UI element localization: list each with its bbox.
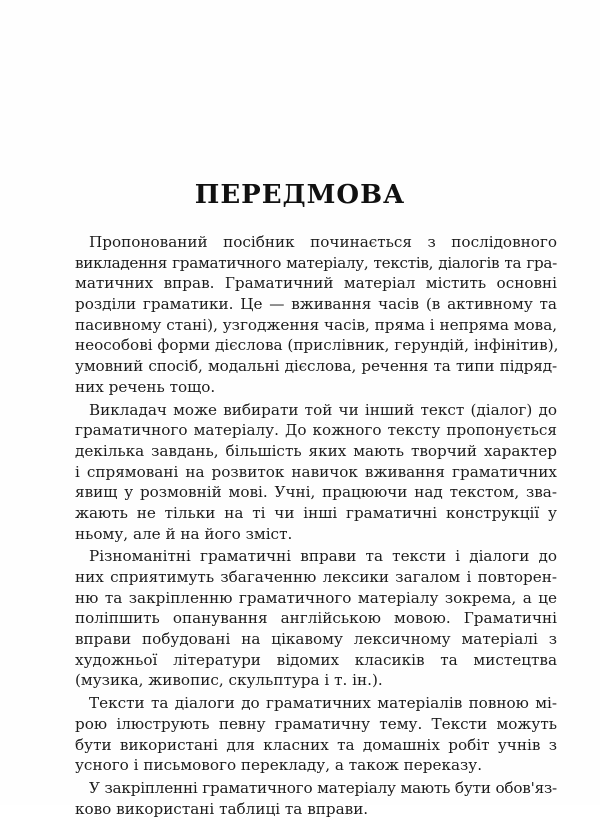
paragraph-line: матичних вправ. Граматичний матеріал містить основні [75, 274, 557, 293]
paragraph-4 [75, 693, 557, 776]
paragraph-line: ню та закріпленню граматичного матеріалу зокрема, а це [75, 588, 557, 607]
paragraph-line: У закріпленні граматичного матеріалу мають бути обов'яз- [89, 778, 557, 797]
paragraph-line: явищ у розмовній мові. Учні, працюючи над текстом, зва- [75, 483, 557, 502]
paragraph-line: Різноманітні граматичні вправи та тексти і діалоги до [89, 547, 557, 566]
paragraph-line: бути використані для класних та домашніх робіт учнів з [75, 735, 557, 754]
paragraph-line: них сприятимуть збагаченню лексики загалом і повторен- [75, 568, 557, 586]
paragraph-line: Викладач може вибирати той чи інший текст (діалог) до [89, 400, 557, 419]
paragraph-line: декілька завдань, більшість яких мають творчий характер [75, 441, 557, 460]
paragraph-line: умовний спосіб, модальні дієслова, речення та типи підряд- [75, 357, 557, 376]
paragraph-1 [75, 232, 557, 398]
paragraph-3 [75, 546, 557, 691]
paragraph-line: рою ілюструють певну граматичну тему. Тексти можуть [75, 714, 557, 733]
paragraph-line: жають не тільки на ті чи інші граматичні конструкції у [75, 503, 557, 522]
paragraph-line: Тексти та діалоги до граматичних матеріалів повною мі- [89, 694, 557, 713]
page-title: ПЕРЕДМОВА [194, 180, 406, 210]
paragraph-line: викладення граматичного матеріалу, текстів, діалогів та гра- [75, 253, 557, 272]
paragraph-line: них речень тощо. [75, 377, 216, 396]
paragraph-line: ково використані таблиці та вправи. [75, 799, 369, 818]
paragraph-line: неособові форми дієслова (прислівник, герундій, інфінітив), [75, 336, 559, 355]
paragraph-line: і спрямовані на розвиток навичок вживання граматичних [75, 462, 557, 481]
paragraph-line: вправи побудовані на цікавому лексичному матеріалі з [75, 630, 557, 649]
preface-body [75, 232, 557, 821]
paragraph-line: (музика, живопис, скульптура і т. ін.). [75, 671, 383, 690]
paragraph-line: поліпшить опанування англійською мовою. Граматичні [75, 609, 557, 628]
paragraph-line: граматичного матеріалу. До кожного тексту пропонується [75, 421, 557, 440]
paragraph-line: Пропонований посібник починається з послідовного [89, 233, 557, 251]
paragraph-line: розділи граматики. Це — вживання часів (в активному та [75, 295, 557, 314]
paragraph-2 [75, 400, 557, 545]
paragraph-line: художньої літератури відомих класиків та мистецтва [75, 650, 557, 669]
paragraph-5 [75, 778, 557, 819]
paragraph-line: усного і письмового перекладу, а також переказу. [75, 756, 483, 775]
paragraph-line: пасивному стані), узгодження часів, пряма і непряма мова, [75, 315, 558, 334]
paragraph-line: ньому, але й на його зміст. [75, 524, 293, 543]
